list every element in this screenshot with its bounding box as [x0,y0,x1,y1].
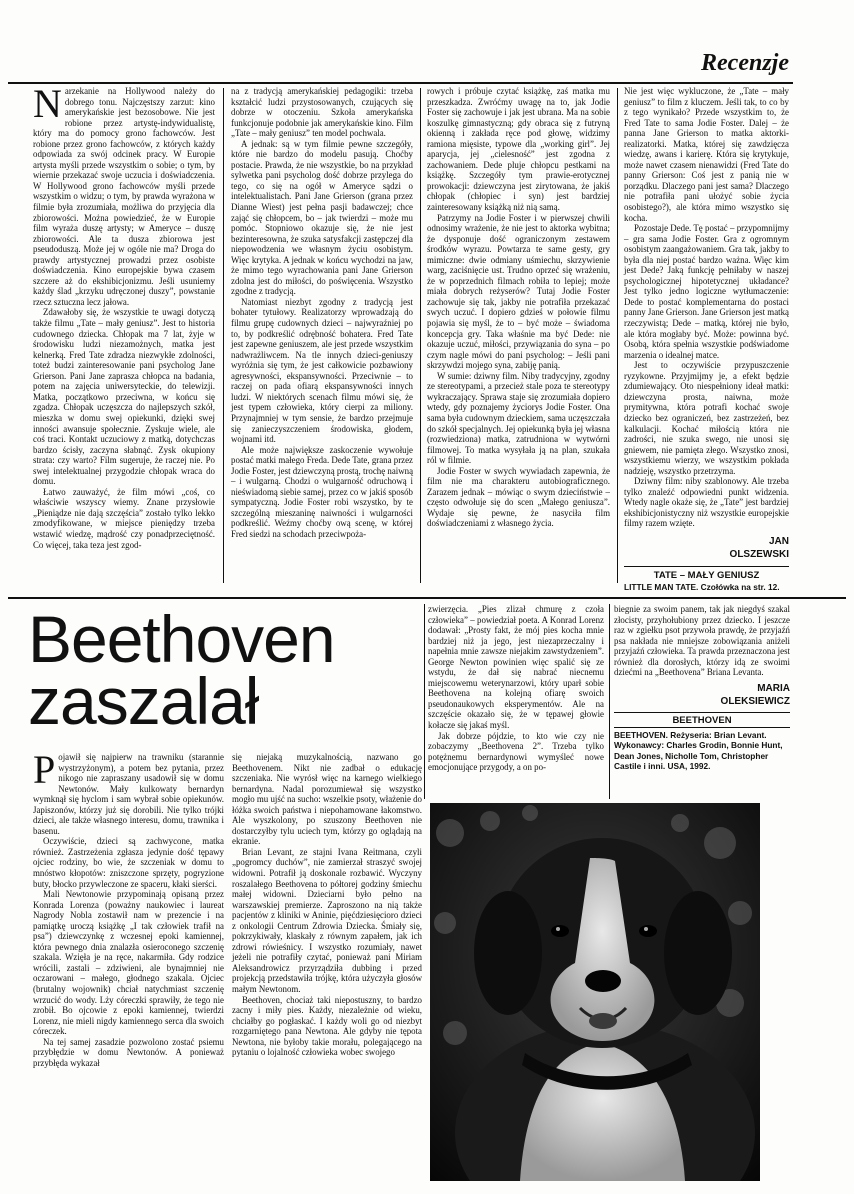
page-header [8,48,793,84]
column-divider [617,88,618,583]
film-title: TATE – MAŁY GENIUSZ [653,569,760,581]
film-original-title: LITTLE MAN TATE. Czołówka na str. 12. [624,581,780,592]
author-first-name: JAN [768,535,789,547]
paragraph: Jest to oczywiście przypuszczenie ryzykowne. Przyjmijmy je, a efekt będzie zdumiewający. Oto niespełniony ideał matki: dziewczyna prosta, naiwna, może prymitywna, która potrafi kochać swoje dziecko bez ograniczeń, bez zastrzeżeń, bez kalkulacji. Kochać miłością która nie zadrości, nie szuka swego, nie unosi się gniewem, nie pamięta złego. Wszystko znosi, wszystkiemu wierzy, we wszystkim pokłada nadzieję, wszystko przetrzyma. [624,360,789,476]
paragraph: Łatwo zauważyć, że film mówi „coś, co właściwie wszyscy wiemy. Znane przysłowie „Pieniądze nie dają szczęścia” zostało tylko lekko zmodyfikowane, w miejsce pieniędzy trzeba wstawić wiedzę, mądrość czy ponadprzeciętność. Co więcej, taka teza jest zgod- [33,486,215,550]
paragraph: Pozostaje Dede. Tę postać – przypomnijmy – gra sama Jodie Foster. Gra z ogromnym osobistym zaangażowaniem. Gra tak, jakby to była dla niej postać bardzo ważna. Więc kim jest Dede? Jaką funkcję pełniłaby w naszej psychologicznej hipotetycznej układance? Jest tylko jedno logiczne wytłumaczenie: Dede to postać komplementarna do postaci panny Jane Grierson. Jane Grierson jest matką rzeczywistą; Dede – matką, której nie było, ale która mogłaby być. Może: powinna być. Osobą, która spełnia wszystkie podświadome marzenia o idealnej matce. [624,223,789,360]
paragraph: Mali Newtonowie przypominają opisaną przez Konrada Lorenza (poważny naukowiec i laureat Nagrody Nobla zostawił nam w prezencie i na pamiątkę uroczą książkę „I tak człowiek trafił na psa”) dziewczynkę z wczesnej epoki kamiennej, która pewnego dnia znalazła osieroconego szczenię szakala. Wzięła je na ręce, nakarmiła. Gdy rodzice wrócili, zastali – zdziwieni, ale bynajmniej nie oczarowani – małego, głodnego szakala. Ojciec (brutalny wojownik) chciał natychmiast szczenię wrzucić do wody. Lży córeczki sprawiły, że tego nie zrobił. Bo ojcowie z epoki kamiennej, twierdzi Lorenz, nie mieli nigdy kamiennego serca dla swoich córeczek. [33,889,224,1037]
paragraph: A jednak: są w tym filmie pewne szczegóły, które nie bardzo do modelu pasują. Choćby postacie. Prawda, że nie wszystkie, bo na przykład sylwetka pani psycholog dość dobrze przylega do tego, co się na ogół w Ameryce sądzi o intelektualistach. Pani Jane Grierson (grana przez Dianne Wiest) jest pełna pasji badawczej; chce zająć się chłopcem, bo – jak twierdzi – może mu pomóc. Stopniowo okazuje się, że nie jest bezinteresowna, że szuka satysfakcji zastępczej dla niepowodzenia we własnym życiu osobistym. Więc krytyka. A jednak w końcu wychodzi na jaw, że mimo tego wyrachowania pani Jane Grierson zdolna jest do miłości, do poświęcenia. Wszystko zgodne z tradycją. [231,138,413,297]
title-line: zaszalał [28,664,259,738]
paragraph: biegnie za swoim panem, tak jak niegdyś szakal złocisty, przyhołubiony przez dziecko. I jeszcze raz w zgiełku psot przywoła prawdę, że przyjaźń psa nakłada nie mniejsze zobowiązania aniżeli przyjaźń człowieka. Ta prawda przeznaczona jest również dla dorosłych, którzy idą ze swoimi dziećmi na „Beethovena” Briana Levanta. [614,604,790,678]
paragraph: Jak dobrze pójdzie, to kto wie czy nie zobaczymy „Beethovena 2”. Trzeba tylko potężnemu bernardynowi wymyśleć nowe emocjonujące przygody, a on po- [428,730,604,773]
paragraph: na z tradycją amerykańskiej pedagogiki: trzeba kształcić ludzi przystosowanych, czujących się dobrze w otoczeniu. Szkoła amerykańska funkcjonuje podobnie jak amerykańskie kino. Film „Tate – mały geniusz” ten model pochwala. [231,86,413,139]
author-last-name: OLSZEWSKI [729,548,789,560]
paragraph: Patrzymy na Jodie Foster i w pierwszej chwili odnosimy wrażenie, że nie jest to aktorka wybitna; że dysponuje dość ograniczonym zestawem środków wyrazu. Powtarza te same gesty, gry mimiczne: dwie odmiany uśmiechu, skrzywienie warg, zaciśnięcie ust. Trudno oprzeć się wrażeniu, że w poprzednich filmach robiła to lepiej; może miała dobrych reżyserów? Tutaj Jodie Foster zachowuje się tak, jakby nie potrafiła przekazać swych uczuć. I dopiero gdzieś w połowie filmu pojawia się myśl, że to – być może – świadoma koncepcja gry. Taka właśnie ma być Dede: nie okazuje uczuć, miłości, przywiązania do syna – po czym nagle mówi do pani psycholog: – Jeśli pani skrzywdzi mojego syna, zabiję panią. [427,212,610,371]
paragraph: rowych i próbuje czytać książkę, zaś matka mu przeszkadza. Zwróćmy uwagę na to, jak Jodie Foster się zachowuje i jak jest ubrana. Ma na sobie koszulkę gimnastyczną; gdy obraca się z futryną okienną i zakłada ręce pod głowę, widzimy ramiona mięsiste, typowe dla „working girl”. Jej aparycja, jej „cielesność” jest zgodna z zachowaniem. Dede pluje chłopcu pestkami na książkę. Szczegóły tym prawie-erotycznej prowokacji: dziewczyna jest zirytowana, że jakiś chłopak (chłopiec i syn) jest bardziej zainteresowany książką niż nią samą. [427,86,610,213]
column-divider [609,604,610,799]
paragraph: Zdawałoby się, że wszystkie te uwagi dotyczą także filmu „Tate – mały geniusz”. Jest to historia cudownego dziecka. Chłopak ma 7 lat, żyje w środowisku ludzi niezamożnych, matka jest kelnerką. Fred Tate zdradza niezwykłe zdolności, toteż budzi zainteresowanie pani psycholog Jane Grierson. Pani Jane zaprasza chłopca na badania, potem na zajęcia uniwersyteckie, do telewizji. Matka, początkowo przeciwna, w końcu się zgadza. Chłopak uczęszcza do najlepszych szkół, mieszka w domu swej opiekunki, dzięki swej inności awansuje społecznie. Zyskuje wiele, ale coś traci. Kontakt uczuciowy z matką, dotychczas bardzo ścisły, zaczyna słabnąć. Zysk okupiony strata: czy warto? Film sugeruje, że raczej nie. Po swej intelektualnej przygodzie chłopak wraca do domu. [33,307,215,487]
paragraph: Ale może największe zaskoczenie wywołuje postać matki małego Freda. Dede Tate, grana przez Jodie Foster, jest dziewczyną prostą, trochę naiwną – i wulgarną. Chodzi o wulgarność odruchową i nieświadomą siebie samej, przez co w jakiś sposób sympatyczną. Jodie Foster robi wszystko, by te szczególną mieszaninę naiwności i wulgarności podkreślić. Weźmy choćby ową scenę, w której Fred siedzi na schodach przeciwpoża- [231,444,414,539]
paragraph: Beethoven, chociaż taki niepostuszny, to bardzo zacny i miły pies. Każdy, niezależnie od wieku, chciałby go pogłaskać. I każdy woli go od niezbyt rozgarniętego pana Newtona. Ale gdyby nie tępota Newtona, nie byłoby takie morału, polegającego na pytaniu o lojalność człowieka wobec swojego [232,994,422,1058]
review2-column-3 [428,604,604,773]
review1-column-2 [231,86,413,540]
review1-column-1 [33,81,215,550]
paragraph: arzekanie na Hollywood należy do dobrego tonu. Najczęstszy zarzut: kino amerykańskie jest bezosobowe. Nie jest robione przez artystę-indywidualistę, który ma do pomocy grono fachowców. Jest robione przez grono fachowców, z których każdy odpowiada za swój odcinek pracy. W Europie artysta myśli przede wszystkim o sobie; o tym, by wiernie przekazać swoje uczucia i doświadczenia. W Hollywood grono fachowców myśli przede wszystkim o widzu; o tym, by prawda wyrażona w filmie była zrozumiała, możliwa do przyjęcia dla zbiorowości. Można powiedzieć, że w Europie film wyraża duszę artysty; w Ameryce – duszę zbiorowości. Ale ta dusza zbiorowa jest pseudoduszą. Może jej w ogóle nie ma? Droga do prawdy artystycznej prowadzi przez osobiste doświadczenia. Kino europejskie bywa czasem szczere aż do ekshibicjonizmu. Jeśli usuniemy każdy ślad „krzyku udręczonej duszy”, powstanie rzecz sztuczna lecz jałowa. [33,86,215,307]
section-title: Recenzje [701,50,789,76]
paragraph: W sumie: dziwny film. Niby tradycyjny, zgodny ze stereotypami, a przecież stale poza te stereotypy wykraczający. Sprawa staje się zrozumiała dopiero wtedy, gdy poznajemy życiorys Jodie Foster. Ona sama była cudownym dzieckiem, sama uczęszczała do szkół specjalnych. Jej opiekunką była jej własna (rozwiedziona) matka, zatrudniona w wytwórni filmowej. To matka wysyłała ją na plan, szukała ról w filmie. [427,370,610,466]
dog-photo-icon [430,803,760,1181]
paragraph: Na tej samej zasadzie pozwolono zostać psiemu przybłędzie w domu Newtonów. A ponieważ przybłęda wykazał [33,1036,224,1068]
film-title: BEETHOVEN [672,714,732,726]
review2-column-2 [232,752,422,1058]
title-line: Beethoven [28,602,335,676]
film-credits: BEETHOVEN. Reżyseria: Brian Levant. Wykonawcy: Charles Grodin, Bonnie Hunt, Dean Jones, Nicholle Tom, Christopher Castile i inni. USA, 1992. [614,727,790,772]
column-divider [424,604,425,799]
author-last-name: OLEKSIEWICZ [720,695,790,707]
column-divider [223,88,224,583]
paragraph: Oczywiście, dzieci są zachwycone, matka również. Zastrzeżenia zgłasza jedynie dość tępawy ojciec rodziny, bo wie, że szczeniak w domu to mnóstwo kłopotów: zniszczone sprzęty, pogryzione buty, błocko przywleczone ze spaceru, kłaki sierści. [33,836,224,889]
article-title [28,602,335,738]
paragraph: Nie jest więc wykluczone, że „Tate – mały geniusz” to film z kluczem. Jeśli tak, to co by z tego wynikało? Przede wszystkim to, że Fred Tate to sama Jodie Foster. Dalej – że panna Jane Grierson to matka aktorki-realizatorki. Matka, której się zawdzięcza wiedzę, awans i karierę. Która się krytykuje, może nawet czasem nienawidzi (Fred Tate do panny Grierson: Coś jest z panią nie w porządku. Dlaczego pani jest sama? Dlaczego nie potrafiła pani ułożyć sobie życia osobistego?), ale która mimo wszystko się kocha. [624,86,789,223]
paragraph: Jodie Foster w swych wywiadach zapewnia, że film nie ma charakteru autobiograficznego. Zarazem jednak – mówiąc o swym dzieciństwie – często odwołuje się do scen „Małego geniusza”. Wydaje się pewne, że nasyciła film doświadczeniami z własnego życia. [427,465,610,529]
dropcap: N [33,81,62,126]
paragraph: Brian Levant, ze stajni Ivana Reitmana, czyli „pogromcy duchów”, nie zamierzał straszyć swojej widowni. Potrafił ją doskonale rozbawić. Wyczyny roszalałego Beethovena to półtorej godziny śmiechu małej widowni. Dzieciarni było pełno na warszawskiej premierze. Zaproszono na nią także pacjentów z kliniki w Aninie, pięćdziesięcioro dzieci z onkologii Centrum Zdrowia Dziecka. Śmiały się, pokrzykiwały, klaskały z równym zapałem, jak ich zdrowi rówieśnicy. I wszystko rozumiały, nawet jeżeli nie potrafiły czytać, ponieważ pani Miriam Aleksandrowicz przyrządziła dubbing i przed projekcją przedstawiła trójkę, która użyczyła głosów małym Newtonom. [232,846,422,995]
review2-column-4 [614,604,790,772]
paragraph: Natomiast niezbyt zgodny z tradycją jest bohater tytułowy. Realizatorzy wprowadzają do filmu grupę cudownych dzieci – najwyraźniej po to, by podkreślić odrębność bohatera. Fred Tate jest zapewne geniuszem, ale jest przede wszystkim nadwrażliwcem. Na tle innych dzieci-geniuszy wyróżnia się tym, że jest całkowicie pozbawiony agresywności, ekspansywności. Przeciwnie – to raczej on pada ofiarą ekspansywności innych ludzi. W niektórych scenach filmu mówi się, że jest typem człowieka, który cierpi za miliony. Przynajmniej w tym sensie, że bardzo przejmuje się zanieczyszczeniem środowiska, głodem, wojnami itd. [231,296,413,445]
author-first-name: MARIA [757,682,790,694]
dog-photo [430,803,760,1181]
paragraph: się niejaką muzykalnością, nazwano go Beethovenem. Nikt nie zadbał o edukację szczeniaka. Nie wyrósł więc na karnego wielkiego bernardyna. Nadal porozumiewał się wszystko mogło mu ujść na sucho: wszelkie psoty, włażenie do łóżka swoich państwa i niepohamowane łakomstwo. Ale wyszkolony, po szuszony Beethoven nie dostarczyłby tylu uciech tym, którzy go oglądają na ekranie. [232,752,422,847]
paragraph: zwierzęcia. „Pies zlizał chmurę z czoła człowieka” – powiedział poeta. A Konrad Lorenz dodawał: „Prosty fakt, że mój pies kocha mnie bardziej niż ja jego, jest niezaprzeczalny i napełnia mnie zawsze niejakim zawstydzeniem”. George Newton powinien więc spalić się ze wstydu, że dał się nabrać niecnemu miejscowemu weterynarzowi, który uparł sobie Beethovena na kolejną ofiarę swoich pseudonaukowych eksperymentów. Ale na szczęście okazało się, że w tępawej głowie kołacze się jakaś myśl. [428,604,604,731]
review2-column-1 [33,747,224,1068]
review1-column-4 [624,86,789,592]
article-divider [8,597,846,599]
dropcap: P [33,747,56,792]
column-divider [420,88,421,583]
review1-column-3 [427,86,610,529]
paragraph: Dziwny film: niby szablonowy. Ale trzeba tylko znaleźć odpowiedni punkt widzenia. Wtedy nagle okaże się, że „Tate” jest bardziej ekshibicjonistyczny niż wszystkie europejskie filmy razem wzięte. [624,476,789,529]
paragraph: ojawił się najpierw na trawniku (starannie wystrzyżonym), a potem bez pytania, przez nikogo nie zapraszany usadowił się w domu Newtonów. Mały kulkowaty bernardyn wymknął się hyclom i sam wybrał sobie opiekunów. Japiszonów, którzy już się dorobili. Nie tylko trójki dzieci, ale także własnego interesu, domu, trawnika i basenu. [33,752,224,836]
